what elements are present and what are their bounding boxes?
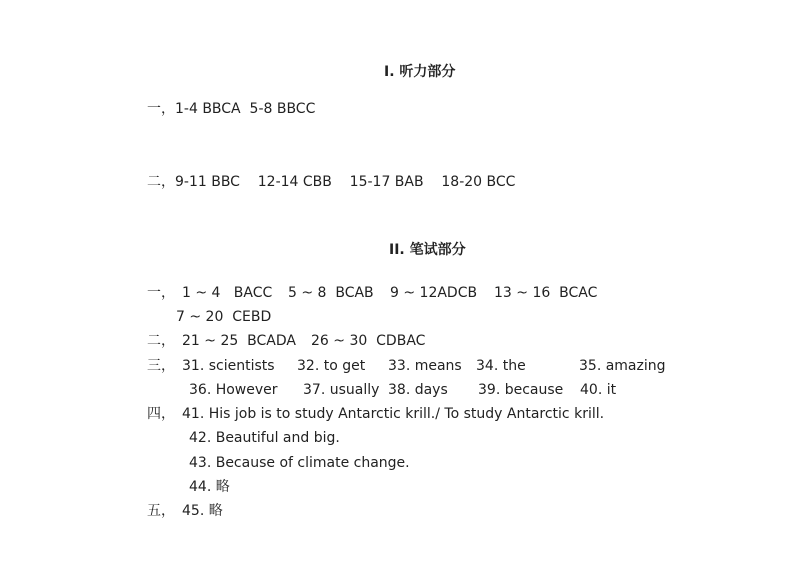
written-part3-marker: 三， [147, 358, 175, 374]
listening-part1-answers: 一，1-4 BBCA 5-8 BBCC [147, 101, 316, 117]
written-part2-item: 21 ~ 25 BCADA [182, 333, 296, 349]
section-heading-written: II. 笔试部分 [389, 242, 466, 258]
written-part5-marker: 五， [147, 503, 175, 519]
listening-part2-answers: 二，9-11 BBC 12-14 CBB 15-17 BAB 18-20 BCC [147, 174, 516, 190]
written-part5-answer: 45. 略 [182, 503, 223, 519]
written-part3-blank: 35. amazing [579, 358, 666, 374]
written-part3-blank: 31. scientists [182, 358, 275, 374]
written-part3-blank: 34. the [476, 358, 526, 374]
written-part1-line2: 7 ~ 20 CEBD [176, 309, 272, 325]
written-part1-item: 5 ~ 8 BCAB [288, 285, 374, 301]
written-part1-item: 9 ~ 12ADCB [390, 285, 478, 301]
written-part4-marker: 四， [147, 406, 175, 422]
written-part4-answer: 43. Because of climate change. [189, 455, 410, 471]
written-part3-blank: 36. However [189, 382, 278, 398]
written-part4-answer: 44. 略 [189, 479, 230, 495]
written-part3-blank: 40. it [580, 382, 617, 398]
written-part1-item: 1 ~ 4 BACC [182, 285, 273, 301]
written-part4-answer: 41. His job is to study Antarctic krill./ To study Antarctic krill. [182, 406, 605, 422]
written-part3-blank: 37. usually [303, 382, 380, 398]
written-part2-item: 26 ~ 30 CDBAC [311, 333, 426, 349]
written-part3-blank: 39. because [478, 382, 564, 398]
written-part3-blank: 38. days [388, 382, 448, 398]
written-part1-marker: 一， [147, 285, 175, 301]
section-heading-listening: I. 听力部分 [384, 64, 456, 80]
written-part3-blank: 32. to get [297, 358, 366, 374]
written-part3-blank: 33. means [388, 358, 462, 374]
written-part1-item: 13 ~ 16 BCAC [494, 285, 598, 301]
written-part4-answer: 42. Beautiful and big. [189, 430, 340, 446]
written-part2-marker: 二， [147, 333, 175, 349]
